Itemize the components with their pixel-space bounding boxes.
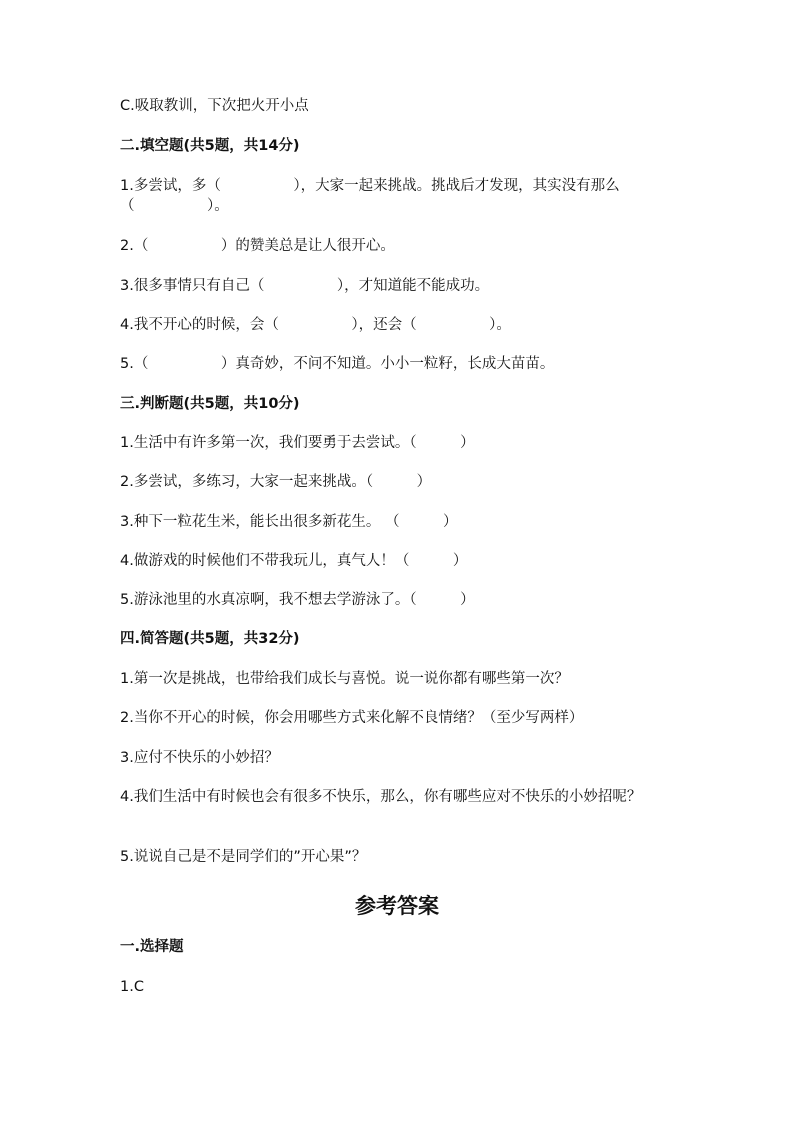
true-false-question-3: 3.种下一粒花生米，能长出很多新花生。 （ ） — [120, 514, 458, 530]
short-answer-question-1: 1.第一次是挑战，也带给我们成长与喜悦。说一说你都有哪些第一次？ — [120, 671, 569, 687]
true-false-question-2: 2.多尝试，多练习，大家一起来挑战。（ ） — [120, 474, 432, 490]
answer-item-1: 1.C — [120, 979, 144, 995]
option-c: C.吸取教训，下次把火开小点 — [120, 98, 309, 114]
fill-blank-question-2: 2.（ ）的赞美总是让人很开心。 — [120, 238, 395, 254]
answer-key-title: 参考答案 — [355, 894, 439, 918]
fill-blank-question-5: 5.（ ）真奇妙，不问不知道。小小一粒籽，长成大苗苗。 — [120, 356, 555, 372]
fill-blank-question-1: 1.多尝试，多（ ），大家一起来挑战。挑战后才发现，其实没有那么（ ）。 — [120, 178, 620, 214]
true-false-question-5: 5.游泳池里的水真凉啊，我不想去学游泳了。（ ） — [120, 592, 475, 608]
answer-section-heading: 一.选择题 — [120, 939, 184, 955]
true-false-question-4: 4.做游戏的时候他们不带我玩儿，真气人！（ ） — [120, 553, 468, 569]
true-false-question-1: 1.生活中有许多第一次，我们要勇于去尝试。（ ） — [120, 435, 475, 451]
short-answer-question-4: 4.我们生活中有时候也会有很多不快乐，那么，你有哪些应对不快乐的小妙招呢？ — [120, 789, 642, 805]
short-answer-question-5: 5.说说自己是不是同学们的”开心果”？ — [120, 849, 367, 865]
section-short-answer-heading: 四.简答题(共5题，共32分) — [120, 631, 300, 647]
section-true-false-heading: 三.判断题(共5题，共10分) — [120, 396, 300, 412]
fill-blank-question-4: 4.我不开心的时候，会（ ），还会（ ）。 — [120, 317, 511, 333]
short-answer-question-3: 3.应付不快乐的小妙招？ — [120, 750, 279, 766]
fill-blank-question-3: 3.很多事情只有自己（ ），才知道能不能成功。 — [120, 278, 490, 294]
section-fill-blank-heading: 二.填空题(共5题，共14分) — [120, 138, 300, 154]
short-answer-question-2: 2.当你不开心的时候，你会用哪些方式来化解不良情绪？（至少写两样） — [120, 710, 584, 726]
